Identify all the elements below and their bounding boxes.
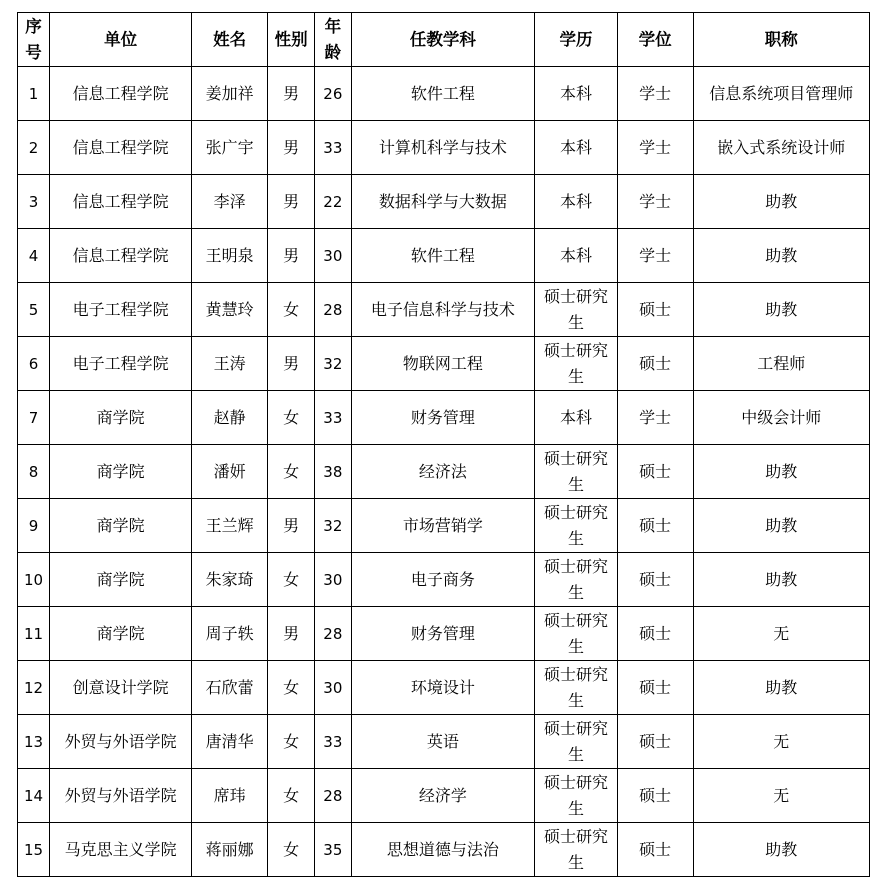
- cell-name: 席玮: [192, 769, 268, 823]
- cell-education: 硕士研究生: [535, 607, 617, 661]
- header-name: 姓名: [192, 13, 268, 67]
- cell-subject: 电子商务: [351, 553, 535, 607]
- table-row: [18, 175, 870, 229]
- cell-degree: 硕士: [617, 661, 693, 715]
- cell-title: 嵌入式系统设计师: [693, 121, 869, 175]
- staff-table-container: [17, 12, 870, 877]
- cell-name: 蒋丽娜: [192, 823, 268, 877]
- header-title: 职称: [693, 13, 869, 67]
- cell-name: 赵静: [192, 391, 268, 445]
- cell-education: 本科: [535, 391, 617, 445]
- table-header-row: [18, 13, 870, 67]
- header-subject: 任教学科: [351, 13, 535, 67]
- cell-title: 助教: [693, 283, 869, 337]
- table-row: [18, 121, 870, 175]
- cell-age: 32: [315, 337, 351, 391]
- cell-title: 无: [693, 715, 869, 769]
- cell-gender: 男: [268, 499, 315, 553]
- cell-name: 姜加祥: [192, 67, 268, 121]
- cell-age: 28: [315, 283, 351, 337]
- cell-education: 本科: [535, 175, 617, 229]
- cell-degree: 硕士: [617, 445, 693, 499]
- cell-age: 22: [315, 175, 351, 229]
- cell-age: 26: [315, 67, 351, 121]
- cell-degree: 硕士: [617, 607, 693, 661]
- cell-gender: 女: [268, 445, 315, 499]
- cell-seq: 3: [18, 175, 50, 229]
- cell-age: 30: [315, 553, 351, 607]
- cell-name: 张广宇: [192, 121, 268, 175]
- cell-degree: 硕士: [617, 337, 693, 391]
- cell-degree: 硕士: [617, 769, 693, 823]
- cell-name: 王涛: [192, 337, 268, 391]
- cell-unit: 商学院: [50, 445, 192, 499]
- cell-name: 唐清华: [192, 715, 268, 769]
- cell-unit: 信息工程学院: [50, 121, 192, 175]
- cell-unit: 电子工程学院: [50, 337, 192, 391]
- cell-seq: 15: [18, 823, 50, 877]
- cell-name: 黄慧玲: [192, 283, 268, 337]
- cell-name: 王兰辉: [192, 499, 268, 553]
- cell-education: 本科: [535, 67, 617, 121]
- cell-education: 硕士研究生: [535, 499, 617, 553]
- cell-gender: 女: [268, 769, 315, 823]
- cell-subject: 环境设计: [351, 661, 535, 715]
- table-row: [18, 823, 870, 877]
- cell-education: 硕士研究生: [535, 661, 617, 715]
- cell-education: 硕士研究生: [535, 823, 617, 877]
- cell-title: 助教: [693, 553, 869, 607]
- cell-unit: 商学院: [50, 499, 192, 553]
- cell-education: 硕士研究生: [535, 337, 617, 391]
- cell-education: 硕士研究生: [535, 553, 617, 607]
- cell-gender: 男: [268, 607, 315, 661]
- table-row: [18, 715, 870, 769]
- cell-name: 朱家琦: [192, 553, 268, 607]
- table-row: [18, 769, 870, 823]
- table-row: [18, 445, 870, 499]
- cell-name: 潘妍: [192, 445, 268, 499]
- cell-name: 石欣蕾: [192, 661, 268, 715]
- cell-title: 助教: [693, 823, 869, 877]
- cell-seq: 11: [18, 607, 50, 661]
- cell-unit: 商学院: [50, 607, 192, 661]
- cell-title: 助教: [693, 175, 869, 229]
- cell-seq: 14: [18, 769, 50, 823]
- cell-age: 38: [315, 445, 351, 499]
- cell-gender: 女: [268, 391, 315, 445]
- cell-subject: 电子信息科学与技术: [351, 283, 535, 337]
- cell-gender: 男: [268, 67, 315, 121]
- cell-title: 助教: [693, 499, 869, 553]
- table-row: [18, 67, 870, 121]
- cell-seq: 7: [18, 391, 50, 445]
- cell-seq: 9: [18, 499, 50, 553]
- cell-subject: 数据科学与大数据: [351, 175, 535, 229]
- cell-gender: 女: [268, 715, 315, 769]
- header-age: 年龄: [315, 13, 351, 67]
- cell-education: 硕士研究生: [535, 283, 617, 337]
- table-row: [18, 391, 870, 445]
- cell-title: 助教: [693, 661, 869, 715]
- table-body: [18, 67, 870, 877]
- cell-subject: 英语: [351, 715, 535, 769]
- cell-unit: 马克思主义学院: [50, 823, 192, 877]
- header-unit: 单位: [50, 13, 192, 67]
- cell-age: 32: [315, 499, 351, 553]
- cell-subject: 经济学: [351, 769, 535, 823]
- cell-age: 30: [315, 661, 351, 715]
- cell-unit: 外贸与外语学院: [50, 715, 192, 769]
- cell-gender: 男: [268, 175, 315, 229]
- cell-unit: 信息工程学院: [50, 175, 192, 229]
- cell-title: 无: [693, 607, 869, 661]
- cell-name: 王明泉: [192, 229, 268, 283]
- table-row: [18, 283, 870, 337]
- cell-seq: 13: [18, 715, 50, 769]
- header-seq: 序号: [18, 13, 50, 67]
- cell-degree: 学士: [617, 175, 693, 229]
- cell-subject: 思想道德与法治: [351, 823, 535, 877]
- cell-subject: 经济法: [351, 445, 535, 499]
- cell-subject: 软件工程: [351, 229, 535, 283]
- table-row: [18, 499, 870, 553]
- cell-age: 35: [315, 823, 351, 877]
- cell-unit: 信息工程学院: [50, 67, 192, 121]
- cell-title: 中级会计师: [693, 391, 869, 445]
- cell-seq: 6: [18, 337, 50, 391]
- cell-gender: 女: [268, 823, 315, 877]
- table-row: [18, 337, 870, 391]
- cell-education: 硕士研究生: [535, 769, 617, 823]
- cell-name: 李泽: [192, 175, 268, 229]
- cell-seq: 5: [18, 283, 50, 337]
- table-row: [18, 553, 870, 607]
- cell-unit: 信息工程学院: [50, 229, 192, 283]
- cell-degree: 学士: [617, 391, 693, 445]
- cell-degree: 硕士: [617, 553, 693, 607]
- cell-subject: 计算机科学与技术: [351, 121, 535, 175]
- cell-gender: 男: [268, 121, 315, 175]
- cell-degree: 学士: [617, 229, 693, 283]
- cell-education: 硕士研究生: [535, 715, 617, 769]
- header-gender: 性别: [268, 13, 315, 67]
- cell-gender: 女: [268, 283, 315, 337]
- table-row: [18, 229, 870, 283]
- cell-unit: 商学院: [50, 391, 192, 445]
- cell-age: 33: [315, 121, 351, 175]
- table-row: [18, 661, 870, 715]
- cell-seq: 4: [18, 229, 50, 283]
- cell-degree: 硕士: [617, 499, 693, 553]
- cell-gender: 男: [268, 229, 315, 283]
- cell-age: 30: [315, 229, 351, 283]
- cell-title: 工程师: [693, 337, 869, 391]
- cell-age: 28: [315, 607, 351, 661]
- cell-seq: 10: [18, 553, 50, 607]
- cell-name: 周子轶: [192, 607, 268, 661]
- cell-degree: 硕士: [617, 715, 693, 769]
- cell-age: 33: [315, 715, 351, 769]
- cell-title: 信息系统项目管理师: [693, 67, 869, 121]
- cell-gender: 男: [268, 337, 315, 391]
- cell-subject: 软件工程: [351, 67, 535, 121]
- cell-education: 本科: [535, 229, 617, 283]
- cell-title: 无: [693, 769, 869, 823]
- cell-unit: 商学院: [50, 553, 192, 607]
- cell-age: 28: [315, 769, 351, 823]
- table-row: [18, 607, 870, 661]
- cell-seq: 12: [18, 661, 50, 715]
- cell-degree: 学士: [617, 121, 693, 175]
- cell-gender: 女: [268, 661, 315, 715]
- header-degree: 学位: [617, 13, 693, 67]
- cell-degree: 硕士: [617, 283, 693, 337]
- cell-subject: 物联网工程: [351, 337, 535, 391]
- cell-seq: 2: [18, 121, 50, 175]
- cell-subject: 市场营销学: [351, 499, 535, 553]
- cell-degree: 学士: [617, 67, 693, 121]
- cell-unit: 电子工程学院: [50, 283, 192, 337]
- cell-education: 硕士研究生: [535, 445, 617, 499]
- cell-seq: 8: [18, 445, 50, 499]
- cell-degree: 硕士: [617, 823, 693, 877]
- cell-title: 助教: [693, 229, 869, 283]
- cell-gender: 女: [268, 553, 315, 607]
- cell-seq: 1: [18, 67, 50, 121]
- cell-subject: 财务管理: [351, 391, 535, 445]
- header-education: 学历: [535, 13, 617, 67]
- cell-title: 助教: [693, 445, 869, 499]
- cell-subject: 财务管理: [351, 607, 535, 661]
- cell-unit: 创意设计学院: [50, 661, 192, 715]
- cell-education: 本科: [535, 121, 617, 175]
- cell-unit: 外贸与外语学院: [50, 769, 192, 823]
- staff-table: [17, 12, 870, 877]
- cell-age: 33: [315, 391, 351, 445]
